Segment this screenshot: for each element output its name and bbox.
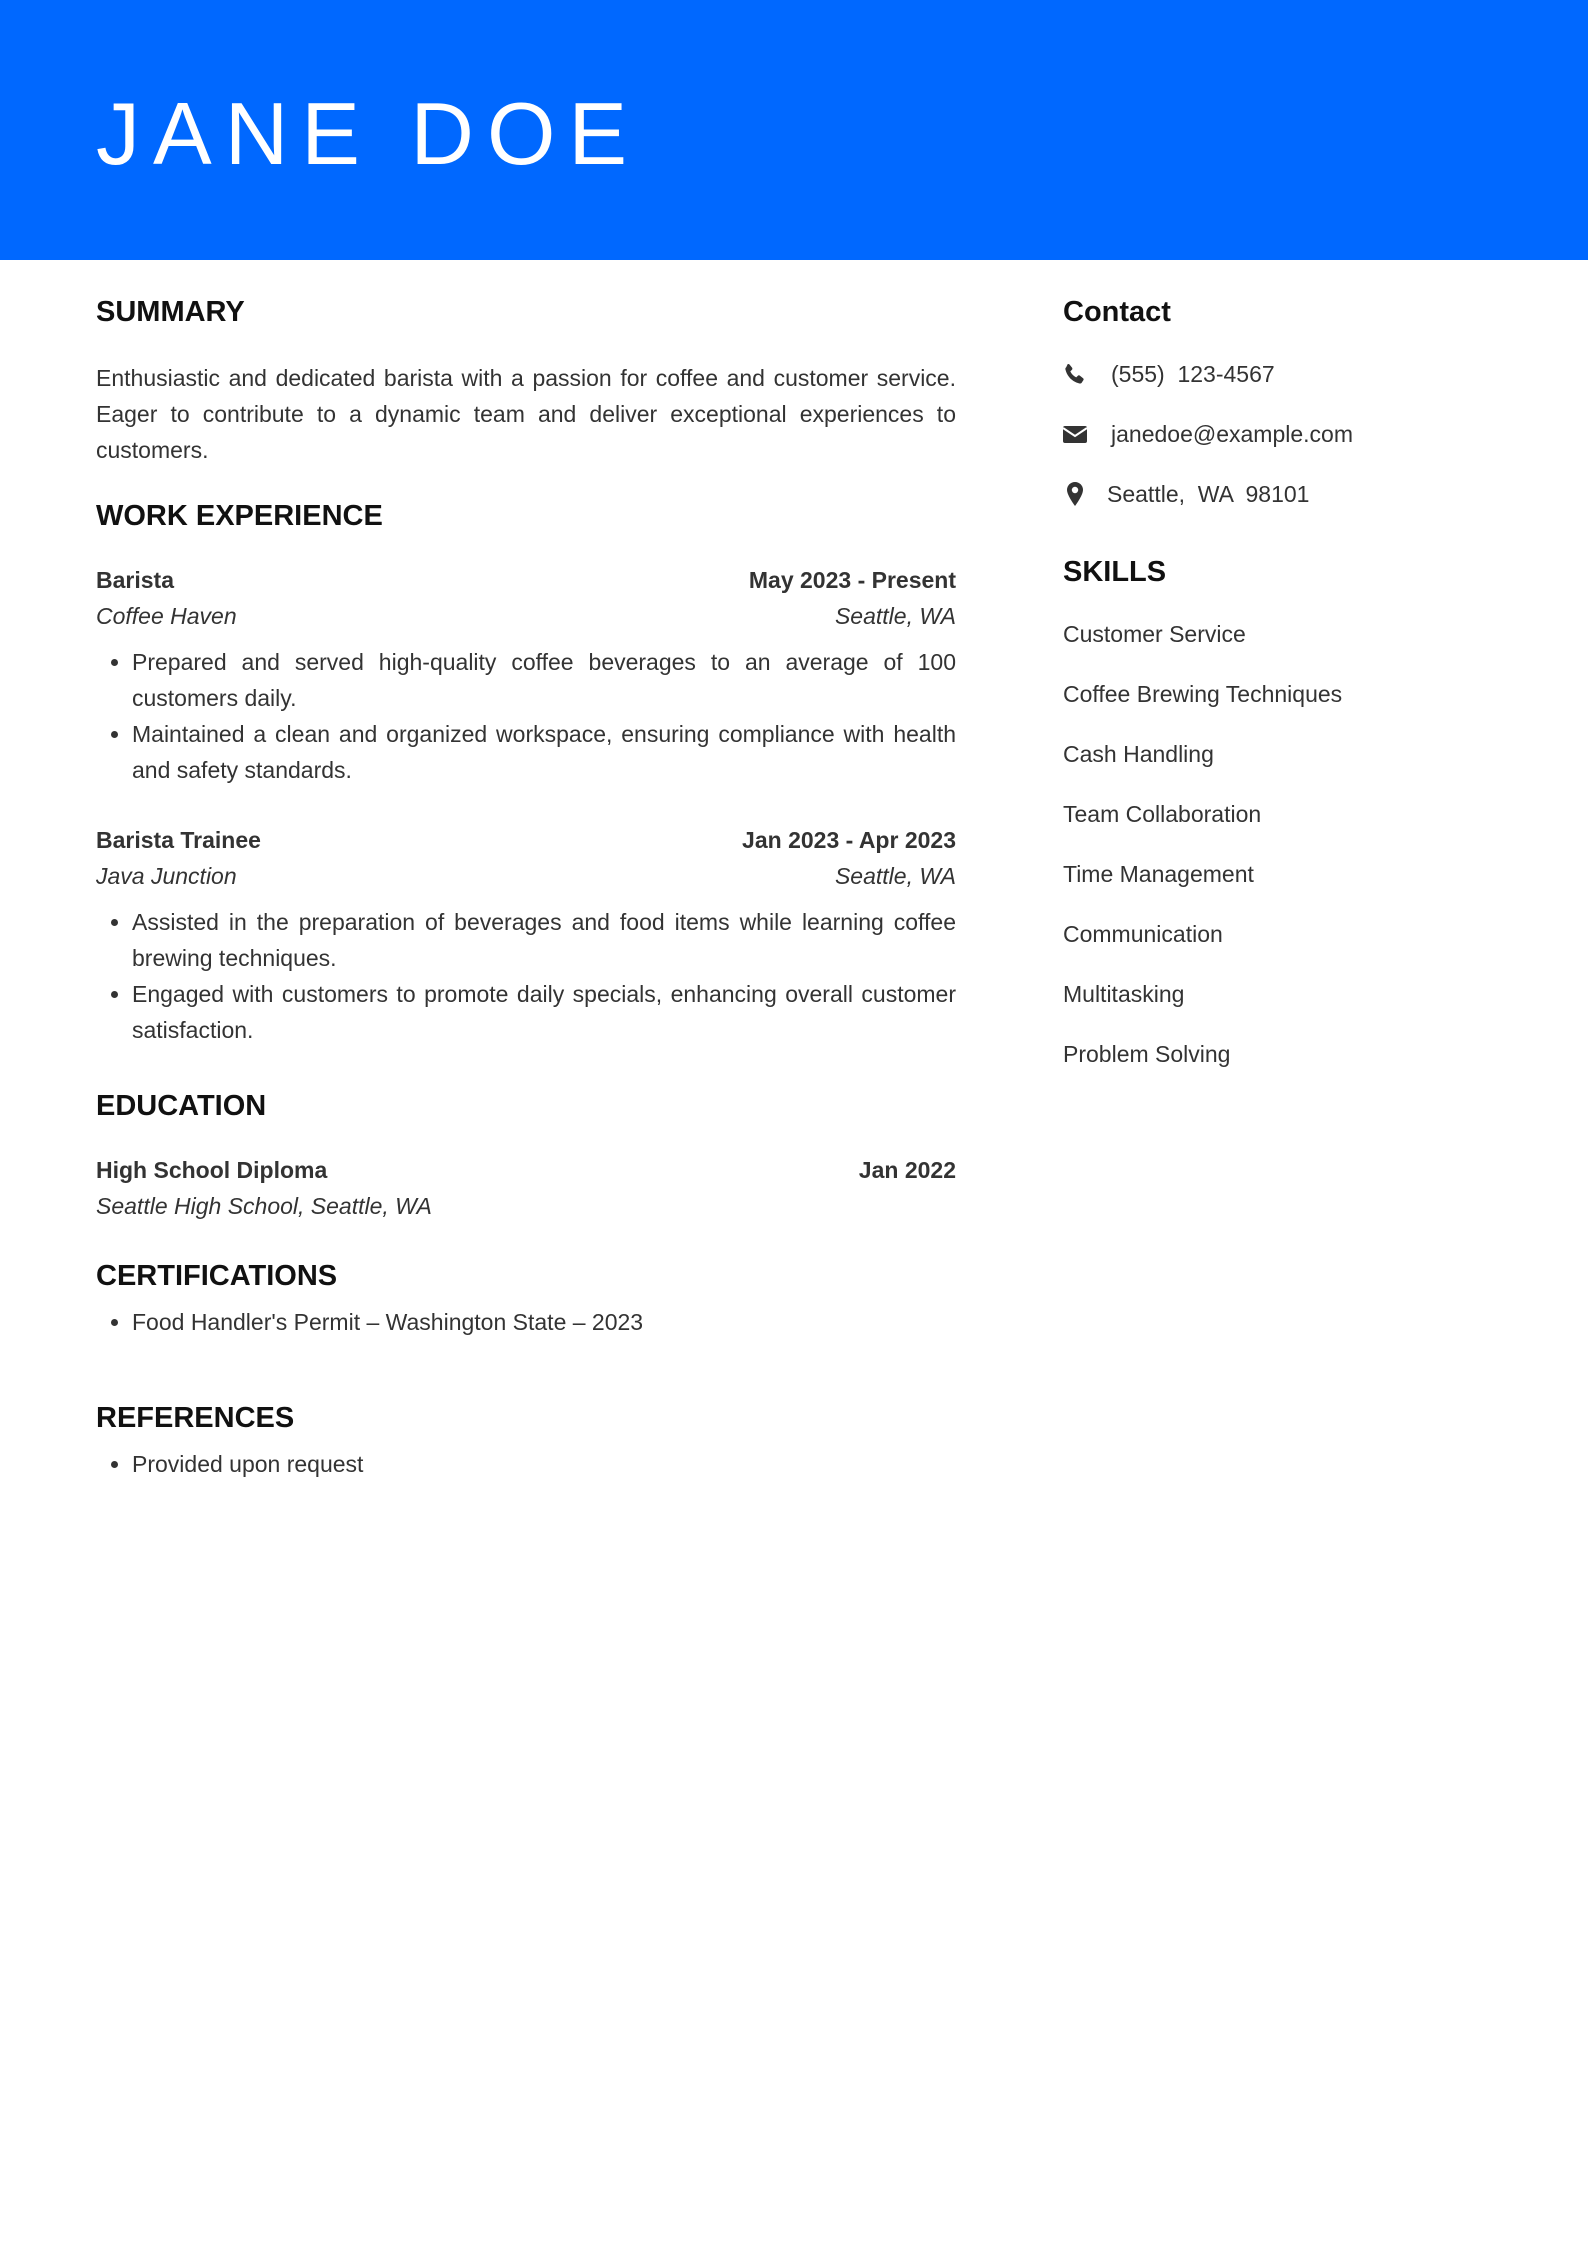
job-bullet: • Assisted in the preparation of beverages and food items while learning coffee brewing techniques. — [132, 904, 956, 976]
map-marker-icon — [1063, 482, 1087, 506]
job-bullets — [96, 644, 956, 788]
certifications-heading: CERTIFICATIONS — [96, 1260, 338, 1292]
phone-icon — [1063, 362, 1087, 386]
skills-list — [1063, 616, 1493, 1072]
job-dates: May 2023 - Present — [748, 567, 956, 593]
contact-email-text: janedoe@example.com — [1111, 420, 1353, 447]
work-experience-heading: WORK EXPERIENCE — [96, 500, 383, 532]
job-company-row — [96, 858, 956, 894]
skill-item: Problem Solving — [1063, 1041, 1231, 1067]
education-header-row — [96, 1152, 956, 1188]
main-column — [96, 260, 956, 1482]
certification-item: • Food Handler's Permit – Washington State – 2023 — [132, 1304, 956, 1340]
job-header-row — [96, 562, 956, 598]
job-bullets — [96, 904, 956, 1048]
job-dates: Jan 2023 - Apr 2023 — [742, 827, 956, 853]
resume-body — [0, 260, 1588, 2246]
skill-item: Cash Handling — [1063, 741, 1214, 767]
references-list — [96, 1446, 956, 1482]
contact-location — [1063, 476, 1493, 512]
contact-email — [1063, 416, 1493, 452]
education-entry — [96, 1152, 956, 1224]
candidate-name: JANE DOE — [96, 84, 641, 183]
job-company: Coffee Haven — [96, 603, 237, 629]
job-bullet: • Maintained a clean and organized workspace, ensuring compliance with health and safety standards. — [132, 716, 956, 788]
job-title: Barista Trainee — [96, 827, 261, 853]
job-bullet: • Prepared and served high-quality coffee beverages to an average of 100 customers daily. — [132, 644, 956, 716]
summary-text: Enthusiastic and dedicated barista with a passion for coffee and customer service. Eager to contribute to a dynamic team and deliver exceptional experiences to customers. — [96, 365, 956, 463]
contact-phone-text: (555) 123-4567 — [1111, 360, 1275, 387]
sidebar-column — [1063, 260, 1493, 1096]
education-degree: High School Diploma — [96, 1157, 328, 1183]
job-company-row — [96, 598, 956, 634]
contact-heading: Contact — [1063, 296, 1171, 328]
education-heading: EDUCATION — [96, 1090, 267, 1122]
job-title: Barista — [96, 567, 174, 593]
job-location: Seattle, WA — [834, 603, 956, 629]
job-company: Java Junction — [96, 863, 237, 889]
skill-item: Team Collaboration — [1063, 801, 1262, 827]
job-entry — [96, 822, 956, 1048]
skill-item: Communication — [1063, 921, 1223, 947]
skill-item: Coffee Brewing Techniques — [1063, 681, 1343, 707]
job-location: Seattle, WA — [834, 863, 956, 889]
education-school-row — [96, 1188, 956, 1224]
job-header-row — [96, 822, 956, 858]
skill-item: Multitasking — [1063, 981, 1185, 1007]
certifications-list — [96, 1304, 956, 1340]
skill-item: Customer Service — [1063, 621, 1246, 647]
contact-location-text: Seattle, WA 98101 — [1107, 480, 1310, 507]
resume-header — [0, 0, 1588, 260]
education-school: Seattle High School, Seattle, WA — [96, 1193, 432, 1219]
references-heading: REFERENCES — [96, 1402, 295, 1434]
envelope-icon — [1063, 422, 1087, 446]
contact-phone — [1063, 356, 1493, 392]
education-date: Jan 2022 — [858, 1157, 956, 1183]
summary-heading: SUMMARY — [96, 296, 245, 328]
job-bullet: • Engaged with customers to promote daily specials, enhancing overall customer satisfaction. — [132, 976, 956, 1048]
skills-heading: SKILLS — [1063, 556, 1167, 588]
job-entry — [96, 562, 956, 788]
contact-list — [1063, 356, 1493, 512]
reference-item: • Provided upon request — [132, 1446, 956, 1482]
skill-item: Time Management — [1063, 861, 1254, 887]
